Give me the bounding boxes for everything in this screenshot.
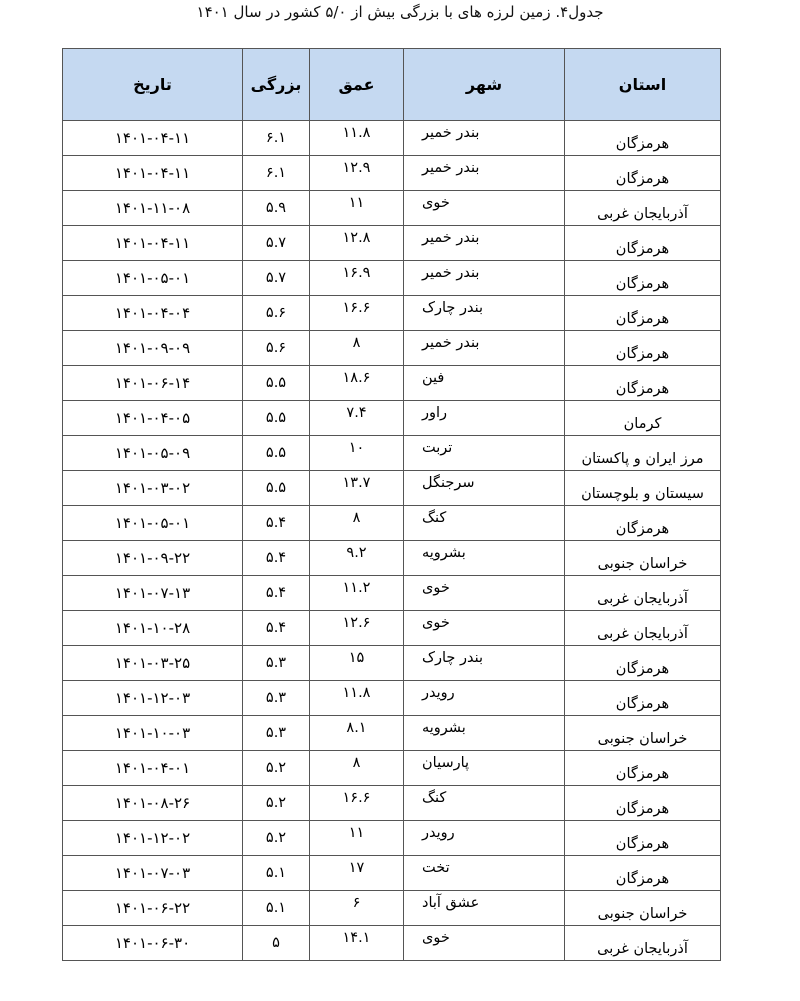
cell-province: آذربایجان غربی (565, 576, 721, 611)
cell-province: هرمزگان (565, 261, 721, 296)
cell-depth: ۱۵ (310, 646, 404, 681)
table-row (63, 156, 721, 191)
cell-city: تخت (404, 856, 565, 891)
cell-date: ۱۴۰۱-۱۰-۰۳ (63, 716, 243, 751)
cell-magnitude: ۵.۶ (243, 296, 310, 331)
cell-depth: ۱۳.۷ (310, 471, 404, 506)
earthquake-table (62, 48, 721, 961)
cell-depth: ۹.۲ (310, 541, 404, 576)
cell-city: بشرویه (404, 716, 565, 751)
cell-date: ۱۴۰۱-۰۴-۱۱ (63, 121, 243, 156)
cell-province: هرمزگان (565, 331, 721, 366)
table-row (63, 856, 721, 891)
cell-depth: ۱۱ (310, 821, 404, 856)
cell-province: کرمان (565, 401, 721, 436)
cell-date: ۱۴۰۱-۰۵-۰۱ (63, 506, 243, 541)
cell-depth: ۱۶.۶ (310, 296, 404, 331)
cell-magnitude: ۵.۴ (243, 506, 310, 541)
cell-city: بندر خمیر (404, 121, 565, 156)
cell-province: خراسان جنوبی (565, 541, 721, 576)
cell-magnitude: ۵ (243, 926, 310, 961)
cell-depth: ۱۲.۹ (310, 156, 404, 191)
cell-province: هرمزگان (565, 506, 721, 541)
cell-city: بندر خمیر (404, 156, 565, 191)
cell-date: ۱۴۰۱-۰۶-۳۰ (63, 926, 243, 961)
table-row (63, 401, 721, 436)
cell-date: ۱۴۰۱-۰۷-۱۳ (63, 576, 243, 611)
cell-city: خوی (404, 926, 565, 961)
cell-depth: ۸.۱ (310, 716, 404, 751)
table-row (63, 471, 721, 506)
cell-city: رویدر (404, 681, 565, 716)
cell-date: ۱۴۰۱-۰۳-۰۲ (63, 471, 243, 506)
table-row (63, 506, 721, 541)
table-header (63, 49, 721, 121)
cell-date: ۱۴۰۱-۰۵-۰۹ (63, 436, 243, 471)
cell-province: آذربایجان غربی (565, 611, 721, 646)
cell-magnitude: ۵.۵ (243, 401, 310, 436)
cell-depth: ۸ (310, 331, 404, 366)
cell-province: آذربایجان غربی (565, 926, 721, 961)
cell-city: بندر چارک (404, 646, 565, 681)
table-body (63, 121, 721, 961)
cell-province: هرمزگان (565, 751, 721, 786)
cell-province: سیستان و بلوچستان (565, 471, 721, 506)
cell-date: ۱۴۰۱-۰۴-۰۴ (63, 296, 243, 331)
cell-depth: ۱۱.۸ (310, 121, 404, 156)
cell-city: خوی (404, 576, 565, 611)
cell-magnitude: ۵.۴ (243, 541, 310, 576)
cell-date: ۱۴۰۱-۰۸-۲۶ (63, 786, 243, 821)
cell-magnitude: ۵.۷ (243, 261, 310, 296)
cell-depth: ۸ (310, 506, 404, 541)
cell-depth: ۱۰ (310, 436, 404, 471)
cell-magnitude: ۵.۶ (243, 331, 310, 366)
cell-magnitude: ۵.۳ (243, 716, 310, 751)
table-row (63, 821, 721, 856)
cell-depth: ۱۷ (310, 856, 404, 891)
cell-city: بندر چارک (404, 296, 565, 331)
header-row (63, 49, 721, 121)
cell-city: تربت (404, 436, 565, 471)
cell-depth: ۸ (310, 751, 404, 786)
cell-magnitude: ۵.۱ (243, 891, 310, 926)
header-city: شهر (404, 49, 565, 121)
cell-magnitude: ۶.۱ (243, 156, 310, 191)
cell-province: هرمزگان (565, 296, 721, 331)
cell-date: ۱۴۰۱-۱۲-۰۲ (63, 821, 243, 856)
cell-city: عشق آباد (404, 891, 565, 926)
cell-city: کنگ (404, 506, 565, 541)
cell-city: راور (404, 401, 565, 436)
cell-province: هرمزگان (565, 856, 721, 891)
cell-depth: ۶ (310, 891, 404, 926)
table-row (63, 716, 721, 751)
cell-province: هرمزگان (565, 821, 721, 856)
table-row (63, 786, 721, 821)
cell-city: بندر خمیر (404, 261, 565, 296)
cell-magnitude: ۵.۵ (243, 436, 310, 471)
cell-magnitude: ۵.۵ (243, 366, 310, 401)
cell-date: ۱۴۰۱-۱۰-۲۸ (63, 611, 243, 646)
cell-date: ۱۴۰۱-۰۳-۲۵ (63, 646, 243, 681)
cell-city: سرجنگل (404, 471, 565, 506)
cell-depth: ۱۶.۶ (310, 786, 404, 821)
cell-magnitude: ۵.۲ (243, 786, 310, 821)
cell-magnitude: ۵.۳ (243, 646, 310, 681)
cell-date: ۱۴۰۱-۱۲-۰۳ (63, 681, 243, 716)
cell-province: هرمزگان (565, 681, 721, 716)
cell-magnitude: ۵.۲ (243, 751, 310, 786)
table-row (63, 226, 721, 261)
cell-city: فین (404, 366, 565, 401)
cell-magnitude: ۵.۹ (243, 191, 310, 226)
table-row (63, 191, 721, 226)
cell-province: خراسان جنوبی (565, 891, 721, 926)
cell-city: رویدر (404, 821, 565, 856)
cell-province: هرمزگان (565, 226, 721, 261)
cell-magnitude: ۵.۱ (243, 856, 310, 891)
cell-city: بندر خمیر (404, 226, 565, 261)
cell-city: کنگ (404, 786, 565, 821)
cell-magnitude: ۵.۴ (243, 611, 310, 646)
cell-depth: ۱۱.۲ (310, 576, 404, 611)
cell-city: بشرویه (404, 541, 565, 576)
cell-province: هرمزگان (565, 366, 721, 401)
cell-magnitude: ۶.۱ (243, 121, 310, 156)
cell-date: ۱۴۰۱-۰۹-۰۹ (63, 331, 243, 366)
cell-province: هرمزگان (565, 786, 721, 821)
table-row (63, 121, 721, 156)
header-magnitude: بزرگی (243, 49, 310, 121)
table-row (63, 576, 721, 611)
table-row (63, 681, 721, 716)
cell-province: هرمزگان (565, 121, 721, 156)
cell-province: مرز ایران و پاکستان (565, 436, 721, 471)
cell-province: خراسان جنوبی (565, 716, 721, 751)
cell-depth: ۷.۴ (310, 401, 404, 436)
cell-city: پارسیان (404, 751, 565, 786)
table-row (63, 751, 721, 786)
cell-depth: ۱۲.۸ (310, 226, 404, 261)
cell-magnitude: ۵.۲ (243, 821, 310, 856)
table-row (63, 926, 721, 961)
cell-depth: ۱۸.۶ (310, 366, 404, 401)
table-row (63, 541, 721, 576)
table-row (63, 891, 721, 926)
cell-depth: ۱۲.۶ (310, 611, 404, 646)
cell-magnitude: ۵.۴ (243, 576, 310, 611)
cell-date: ۱۴۰۱-۰۹-۲۲ (63, 541, 243, 576)
cell-date: ۱۴۰۱-۰۶-۲۲ (63, 891, 243, 926)
cell-date: ۱۴۰۱-۰۷-۰۳ (63, 856, 243, 891)
cell-province: هرمزگان (565, 646, 721, 681)
cell-depth: ۱۱.۸ (310, 681, 404, 716)
cell-magnitude: ۵.۷ (243, 226, 310, 261)
cell-date: ۱۴۰۱-۰۵-۰۱ (63, 261, 243, 296)
cell-magnitude: ۵.۳ (243, 681, 310, 716)
cell-city: خوی (404, 611, 565, 646)
header-depth: عمق (310, 49, 404, 121)
table-row (63, 611, 721, 646)
cell-date: ۱۴۰۱-۰۴-۱۱ (63, 226, 243, 261)
cell-date: ۱۴۰۱-۰۴-۰۵ (63, 401, 243, 436)
table-row (63, 331, 721, 366)
cell-date: ۱۴۰۱-۰۴-۰۱ (63, 751, 243, 786)
cell-magnitude: ۵.۵ (243, 471, 310, 506)
cell-date: ۱۴۰۱-۰۴-۱۱ (63, 156, 243, 191)
cell-depth: ۱۱ (310, 191, 404, 226)
cell-province: هرمزگان (565, 156, 721, 191)
cell-depth: ۱۴.۱ (310, 926, 404, 961)
cell-city: خوی (404, 191, 565, 226)
table-row (63, 646, 721, 681)
table-row (63, 261, 721, 296)
header-province: استان (565, 49, 721, 121)
cell-date: ۱۴۰۱-۱۱-۰۸ (63, 191, 243, 226)
cell-city: بندر خمیر (404, 331, 565, 366)
table-row (63, 436, 721, 471)
cell-depth: ۱۶.۹ (310, 261, 404, 296)
cell-date: ۱۴۰۱-۰۶-۱۴ (63, 366, 243, 401)
table-row (63, 366, 721, 401)
header-date: تاریخ (63, 49, 243, 121)
cell-province: آذربایجان غربی (565, 191, 721, 226)
table-row (63, 296, 721, 331)
table-caption: جدول۴. زمین لرزه های با بزرگی بیش از ۵/۰ کشور در سال ۱۴۰۱ (196, 3, 604, 21)
